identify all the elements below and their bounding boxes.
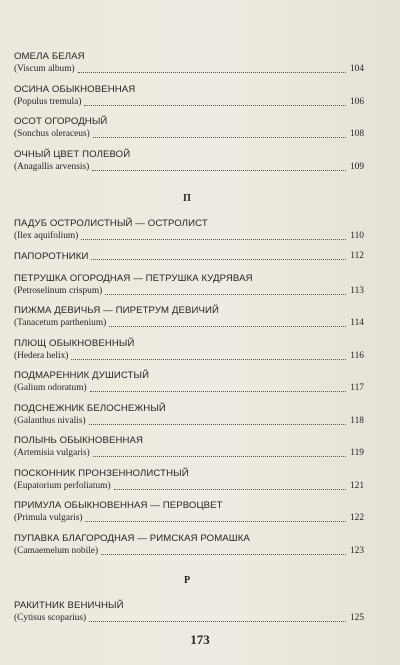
group-o bbox=[14, 50, 364, 180]
table-of-contents bbox=[14, 50, 364, 632]
toc-entry bbox=[14, 599, 364, 632]
leader-dots bbox=[78, 72, 346, 73]
entry-page: 118 bbox=[350, 415, 364, 426]
entry-page: 109 bbox=[349, 161, 364, 172]
toc-entry bbox=[14, 467, 364, 500]
entry-title: ПОСКОННИК ПРОНЗЕННОЛИСТНЫЙ bbox=[14, 467, 189, 479]
entry-title: ПИЖМА ДЕВИЧЬЯ — ПИРЕТРУМ ДЕВИЧИЙ bbox=[14, 305, 219, 316]
leader-dots bbox=[84, 105, 346, 106]
entry-latin: (Hedera helix) bbox=[14, 350, 69, 361]
entry-page: 119 bbox=[350, 448, 364, 458]
toc-entry bbox=[14, 434, 364, 467]
entry-latin: (Anagallis arvensis) bbox=[14, 161, 90, 172]
toc-entry bbox=[14, 272, 364, 305]
leader-dots bbox=[81, 239, 346, 240]
leader-dots bbox=[93, 456, 346, 457]
entry-latin: (Sonchus oleraceus) bbox=[14, 129, 90, 139]
entry-page: 110 bbox=[350, 231, 364, 241]
toc-entry bbox=[14, 402, 364, 435]
entry-latin: (Galanthus nivalis) bbox=[14, 415, 86, 426]
page-number: 173 bbox=[190, 632, 210, 647]
toc-entry bbox=[14, 115, 364, 148]
entry-latin: (Camaemelum nobile) bbox=[14, 545, 99, 556]
toc-entry bbox=[14, 304, 364, 337]
entry-title: ОЧНЫЙ ЦВЕТ ПОЛЕВОЙ bbox=[14, 148, 131, 160]
entry-title: ОСОТ ОГОРОДНЫЙ bbox=[14, 116, 108, 127]
group-p bbox=[14, 217, 364, 564]
toc-entry bbox=[14, 250, 364, 272]
entry-page: 112 bbox=[350, 250, 364, 261]
leader-dots bbox=[109, 326, 346, 327]
toc-entry bbox=[14, 499, 364, 532]
entry-title: РАКИТНИК ВЕНИЧНЫЙ bbox=[14, 600, 124, 611]
entry-title: ПЛЮЩ ОБЫКНОВЕННЫЙ bbox=[14, 337, 135, 349]
entry-page: 108 bbox=[349, 129, 364, 139]
leader-dots bbox=[101, 554, 346, 555]
entry-latin: (Ilex aquifolium) bbox=[14, 231, 79, 241]
toc-entry bbox=[14, 369, 364, 402]
toc-entry bbox=[14, 337, 364, 370]
leader-dots bbox=[105, 294, 346, 295]
entry-page: 125 bbox=[349, 613, 364, 623]
entry-title: ПОДСНЕЖНИК БЕЛОСНЕЖНЫЙ bbox=[14, 402, 166, 414]
leader-dots bbox=[93, 137, 346, 138]
entry-latin: (Tanacetum parthenium) bbox=[14, 318, 107, 328]
toc-entry bbox=[14, 217, 364, 250]
leader-dots bbox=[90, 391, 346, 392]
entry-latin: (Petroselinum crispum) bbox=[14, 285, 103, 296]
toc-entry bbox=[14, 532, 364, 565]
entry-latin: (Eupatorium perfoliatum) bbox=[14, 480, 111, 491]
leader-dots bbox=[91, 259, 346, 260]
entry-page: 113 bbox=[350, 285, 364, 296]
entry-page: 117 bbox=[350, 383, 364, 393]
entry-title: ПАПОРОТНИКИ bbox=[14, 250, 89, 262]
entry-latin: (Galium odoratum) bbox=[14, 383, 87, 393]
leader-dots bbox=[71, 359, 346, 360]
group-r bbox=[14, 599, 364, 632]
entry-title: ПРИМУЛА ОБЫКНОВЕННАЯ — ПЕРВОЦВЕТ bbox=[14, 500, 223, 511]
section-letter-r: Р bbox=[183, 575, 191, 586]
entry-latin: (Populus tremula) bbox=[14, 96, 82, 107]
entry-title: ПОЛЫНЬ ОБЫКНОВЕННАЯ bbox=[14, 435, 144, 446]
toc-entry bbox=[14, 83, 364, 116]
entry-title: ОМЕЛА БЕЛАЯ bbox=[14, 51, 85, 62]
leader-dots bbox=[89, 621, 346, 622]
entry-latin: (Viscum album) bbox=[14, 64, 75, 74]
entry-title: ПОДМАРЕННИК ДУШИСТЫЙ bbox=[14, 370, 150, 381]
entry-page: 116 bbox=[350, 350, 364, 361]
entry-latin: (Primula vulgaris) bbox=[14, 513, 83, 523]
leader-dots bbox=[92, 170, 346, 171]
entry-page: 123 bbox=[349, 545, 364, 556]
entry-latin: (Cytisus scoparius) bbox=[14, 613, 87, 623]
entry-latin: (Artemisia vulgaris) bbox=[14, 448, 90, 458]
entry-title: ПАДУБ ОСТРОЛИСТНЫЙ — ОСТРОЛИСТ bbox=[14, 218, 208, 229]
toc-entry bbox=[14, 148, 364, 181]
toc-entry bbox=[14, 50, 364, 83]
entry-page: 114 bbox=[350, 318, 364, 328]
entry-title: ОСИНА ОБЫКНОВЕННАЯ bbox=[14, 83, 136, 95]
leader-dots bbox=[85, 521, 346, 522]
leader-dots bbox=[89, 424, 346, 425]
section-letter-p: П bbox=[183, 193, 191, 204]
entry-page: 122 bbox=[349, 513, 364, 523]
leader-dots bbox=[114, 489, 346, 490]
entry-title: ПЕТРУШКА ОГОРОДНАЯ — ПЕТРУШКА КУДРЯВАЯ bbox=[14, 272, 253, 284]
entry-page: 121 bbox=[349, 480, 364, 491]
entry-page: 104 bbox=[349, 64, 364, 74]
entry-page: 106 bbox=[349, 96, 364, 107]
entry-title: ПУПАВКА БЛАГОРОДНАЯ — РИМСКАЯ РОМАШКА bbox=[14, 532, 250, 544]
